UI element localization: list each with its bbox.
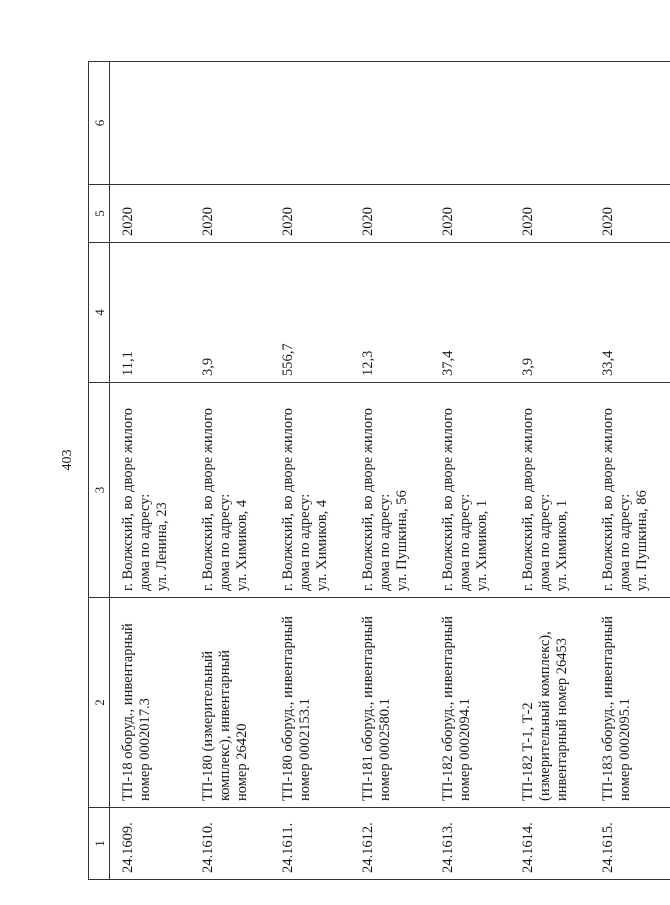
year-cell: 2020	[590, 185, 670, 243]
address-cell	[510, 383, 590, 598]
column-header-3: 3	[89, 383, 110, 598]
object-line: ТП-182 Т-1, Т-2	[520, 702, 536, 801]
note-cell	[350, 62, 430, 185]
column-header-5: 5	[89, 185, 110, 243]
value-cell: 37,4	[430, 243, 510, 383]
object-line: номер 0002095.1	[617, 698, 633, 801]
address-cell	[590, 383, 670, 598]
year-cell: 2020	[350, 185, 430, 243]
column-header-4: 4	[89, 243, 110, 383]
object-line: ТП-182 оборуд., инвентарный	[440, 616, 456, 801]
address-line: г. Волжский, во дворе жилого	[120, 408, 136, 591]
column-header-1: 1	[89, 808, 110, 880]
address-line: дома по адресу:	[137, 493, 153, 591]
column-header-2: 2	[89, 598, 110, 808]
table-row	[190, 62, 270, 880]
year-cell: 2020	[110, 185, 191, 243]
row-number-cell: 24.1610.	[190, 808, 270, 880]
address-line: г. Волжский, во дворе жилого	[200, 408, 216, 591]
object-name-cell	[350, 598, 430, 808]
note-cell	[190, 62, 270, 185]
note-cell	[430, 62, 510, 185]
value-cell: 3,9	[190, 243, 270, 383]
value-cell: 556,7	[270, 243, 350, 383]
table-row	[510, 62, 590, 880]
address-line: дома по адресу:	[617, 493, 633, 591]
object-line: ТП-181 оборуд., инвентарный	[360, 616, 376, 801]
address-line: дома по адресу:	[457, 493, 473, 591]
column-header-6: 6	[89, 62, 110, 185]
row-number-cell: 24.1609.	[110, 808, 191, 880]
value-cell: 11,1	[110, 243, 191, 383]
address-cell	[110, 383, 191, 598]
address-cell	[350, 383, 430, 598]
object-line: номер 0002153.1	[297, 698, 313, 801]
address-line: г. Волжский, во дворе жилого	[440, 408, 456, 591]
row-number-cell: 24.1611.	[270, 808, 350, 880]
object-line: инвентарный номер 26453	[554, 637, 570, 801]
address-line: г. Волжский, во дворе жилого	[600, 408, 616, 591]
object-line: номер 0002017.3	[137, 698, 153, 801]
row-number-cell: 24.1613.	[430, 808, 510, 880]
address-line: г. Волжский, во дворе жилого	[360, 408, 376, 591]
object-line: ТП-183 оборуд., инвентарный	[600, 616, 616, 801]
address-line: ул. Химиков, 4	[234, 499, 250, 591]
year-cell: 2020	[430, 185, 510, 243]
address-line: ул. Пушкина, 56	[394, 490, 410, 591]
object-name-cell	[270, 598, 350, 808]
table-row	[590, 62, 670, 880]
address-line: ул. Пушкина, 86	[634, 490, 650, 591]
address-line: дома по адресу:	[297, 493, 313, 591]
address-line: дома по адресу:	[217, 493, 233, 591]
object-name-cell	[110, 598, 191, 808]
page-number: 403	[60, 449, 75, 471]
address-cell	[270, 383, 350, 598]
row-number-cell: 24.1615.	[590, 808, 670, 880]
address-line: ул. Химиков, 1	[554, 499, 570, 591]
object-line: номер 26420	[234, 723, 250, 801]
row-number-cell: 24.1614.	[510, 808, 590, 880]
address-line: г. Волжский, во дворе жилого	[280, 408, 296, 591]
note-cell	[510, 62, 590, 185]
object-name-cell	[430, 598, 510, 808]
object-line: номер 0002580.1	[377, 698, 393, 801]
object-name-cell	[590, 598, 670, 808]
value-cell: 33,4	[590, 243, 670, 383]
column-number-row	[89, 62, 110, 880]
year-cell: 2020	[510, 185, 590, 243]
object-line: ТП-180 оборуд., инвентарный	[280, 616, 296, 801]
address-line: ул. Ленина, 23	[154, 502, 170, 591]
object-line: номер 0002094.1	[457, 698, 473, 801]
value-cell: 12,3	[350, 243, 430, 383]
object-name-cell	[190, 598, 270, 808]
address-cell	[190, 383, 270, 598]
object-line: ТП-18 оборуд., инвентарный	[120, 623, 136, 801]
note-cell	[110, 62, 191, 185]
object-name-cell	[510, 598, 590, 808]
table-row	[430, 62, 510, 880]
rotated-document-page	[60, 40, 650, 880]
note-cell	[590, 62, 670, 185]
value-cell: 3,9	[510, 243, 590, 383]
year-cell: 2020	[270, 185, 350, 243]
object-line: (измерительный комплекс),	[537, 631, 553, 801]
table-row	[350, 62, 430, 880]
table-row	[270, 62, 350, 880]
row-number-cell: 24.1612.	[350, 808, 430, 880]
note-cell	[270, 62, 350, 185]
address-line: ул. Химиков, 1	[474, 499, 490, 591]
address-line: г. Волжский, во дворе жилого	[520, 408, 536, 591]
object-line: комплекс), инвентарный	[217, 649, 233, 801]
object-line: ТП-180 (измерительный	[200, 650, 216, 801]
table-row	[110, 62, 191, 880]
address-line: дома по адресу:	[377, 493, 393, 591]
property-registry-table	[88, 61, 670, 880]
address-line: дома по адресу:	[537, 493, 553, 591]
address-line: ул. Химиков, 4	[314, 499, 330, 591]
year-cell: 2020	[190, 185, 270, 243]
address-cell	[430, 383, 510, 598]
